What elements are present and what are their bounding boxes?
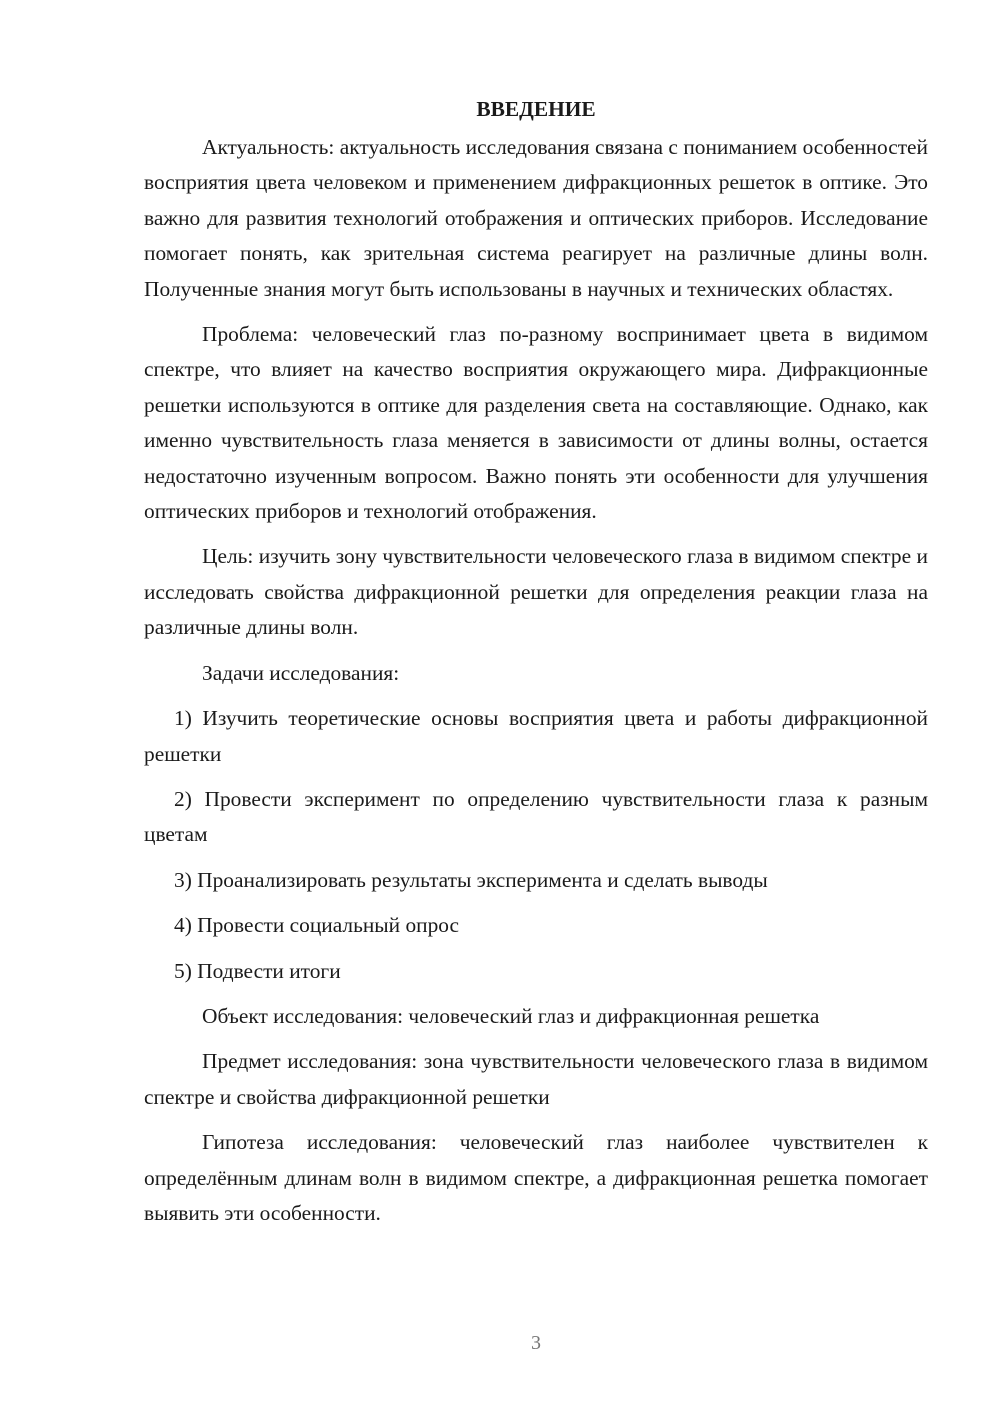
task-item-3: 3) Проанализировать результаты эксперимента и сделать выводы <box>174 867 768 892</box>
paragraph-subject: Предмет исследования: зона чувствительности человеческого глаза в видимом спектре и свойства дифракционной решетки <box>144 1049 928 1109</box>
task-item-1: 1) Изучить теоретические основы восприятия цвета и работы дифракционной решетки <box>144 706 928 766</box>
paragraph-goal: Цель: изучить зону чувствительности человеческого глаза в видимом спектре и исследовать свойства дифракционной решетки для определения реакции глаза на различные длины волн. <box>144 544 928 640</box>
document-page <box>144 88 928 1241</box>
paragraph-relevance: Актуальность: актуальность исследования связана с пониманием особенностей восприятия цвета человеком и применением дифракционных решеток в оптике. Это важно для развития технологий отображения и оптических приборов. Исследование помогает понять, как зрительная система реагирует на различные длины волн. Полученные знания могут быть использованы в научных и технических областях. <box>144 135 928 301</box>
section-title: ВВЕДЕНИЕ <box>476 97 596 121</box>
paragraph-tasks-heading: Задачи исследования: <box>202 660 400 685</box>
task-item-4: 4) Провести социальный опрос <box>174 913 460 938</box>
paragraph-hypothesis: Гипотеза исследования: человеческий глаз наиболее чувствителен к определённым длинам волн в видимом спектре, а дифракционная решетка помогает выявить эти особенности. <box>144 1130 928 1225</box>
task-item-5: 5) Подвести итоги <box>174 958 341 983</box>
task-item-2: 2) Провести эксперимент по определению чувствительности глаза к разным цветам <box>144 786 928 847</box>
paragraph-object: Объект исследования: человеческий глаз и дифракционная решетка <box>202 1003 820 1028</box>
page-number: 3 <box>531 1332 541 1354</box>
paragraph-problem: Проблема: человеческий глаз по-разному воспринимает цвета в видимом спектре, что влияет на качество восприятия окружающего мира. Дифракционные решетки используются в оптике для разделения света на составляющие. Однако, как именно чувствительность глаза меняется в зависимости от длины волны, остается недостаточно изученным вопросом. Важно понять эти особенности для улучшения оптических приборов и технологий отображения. <box>144 322 928 524</box>
